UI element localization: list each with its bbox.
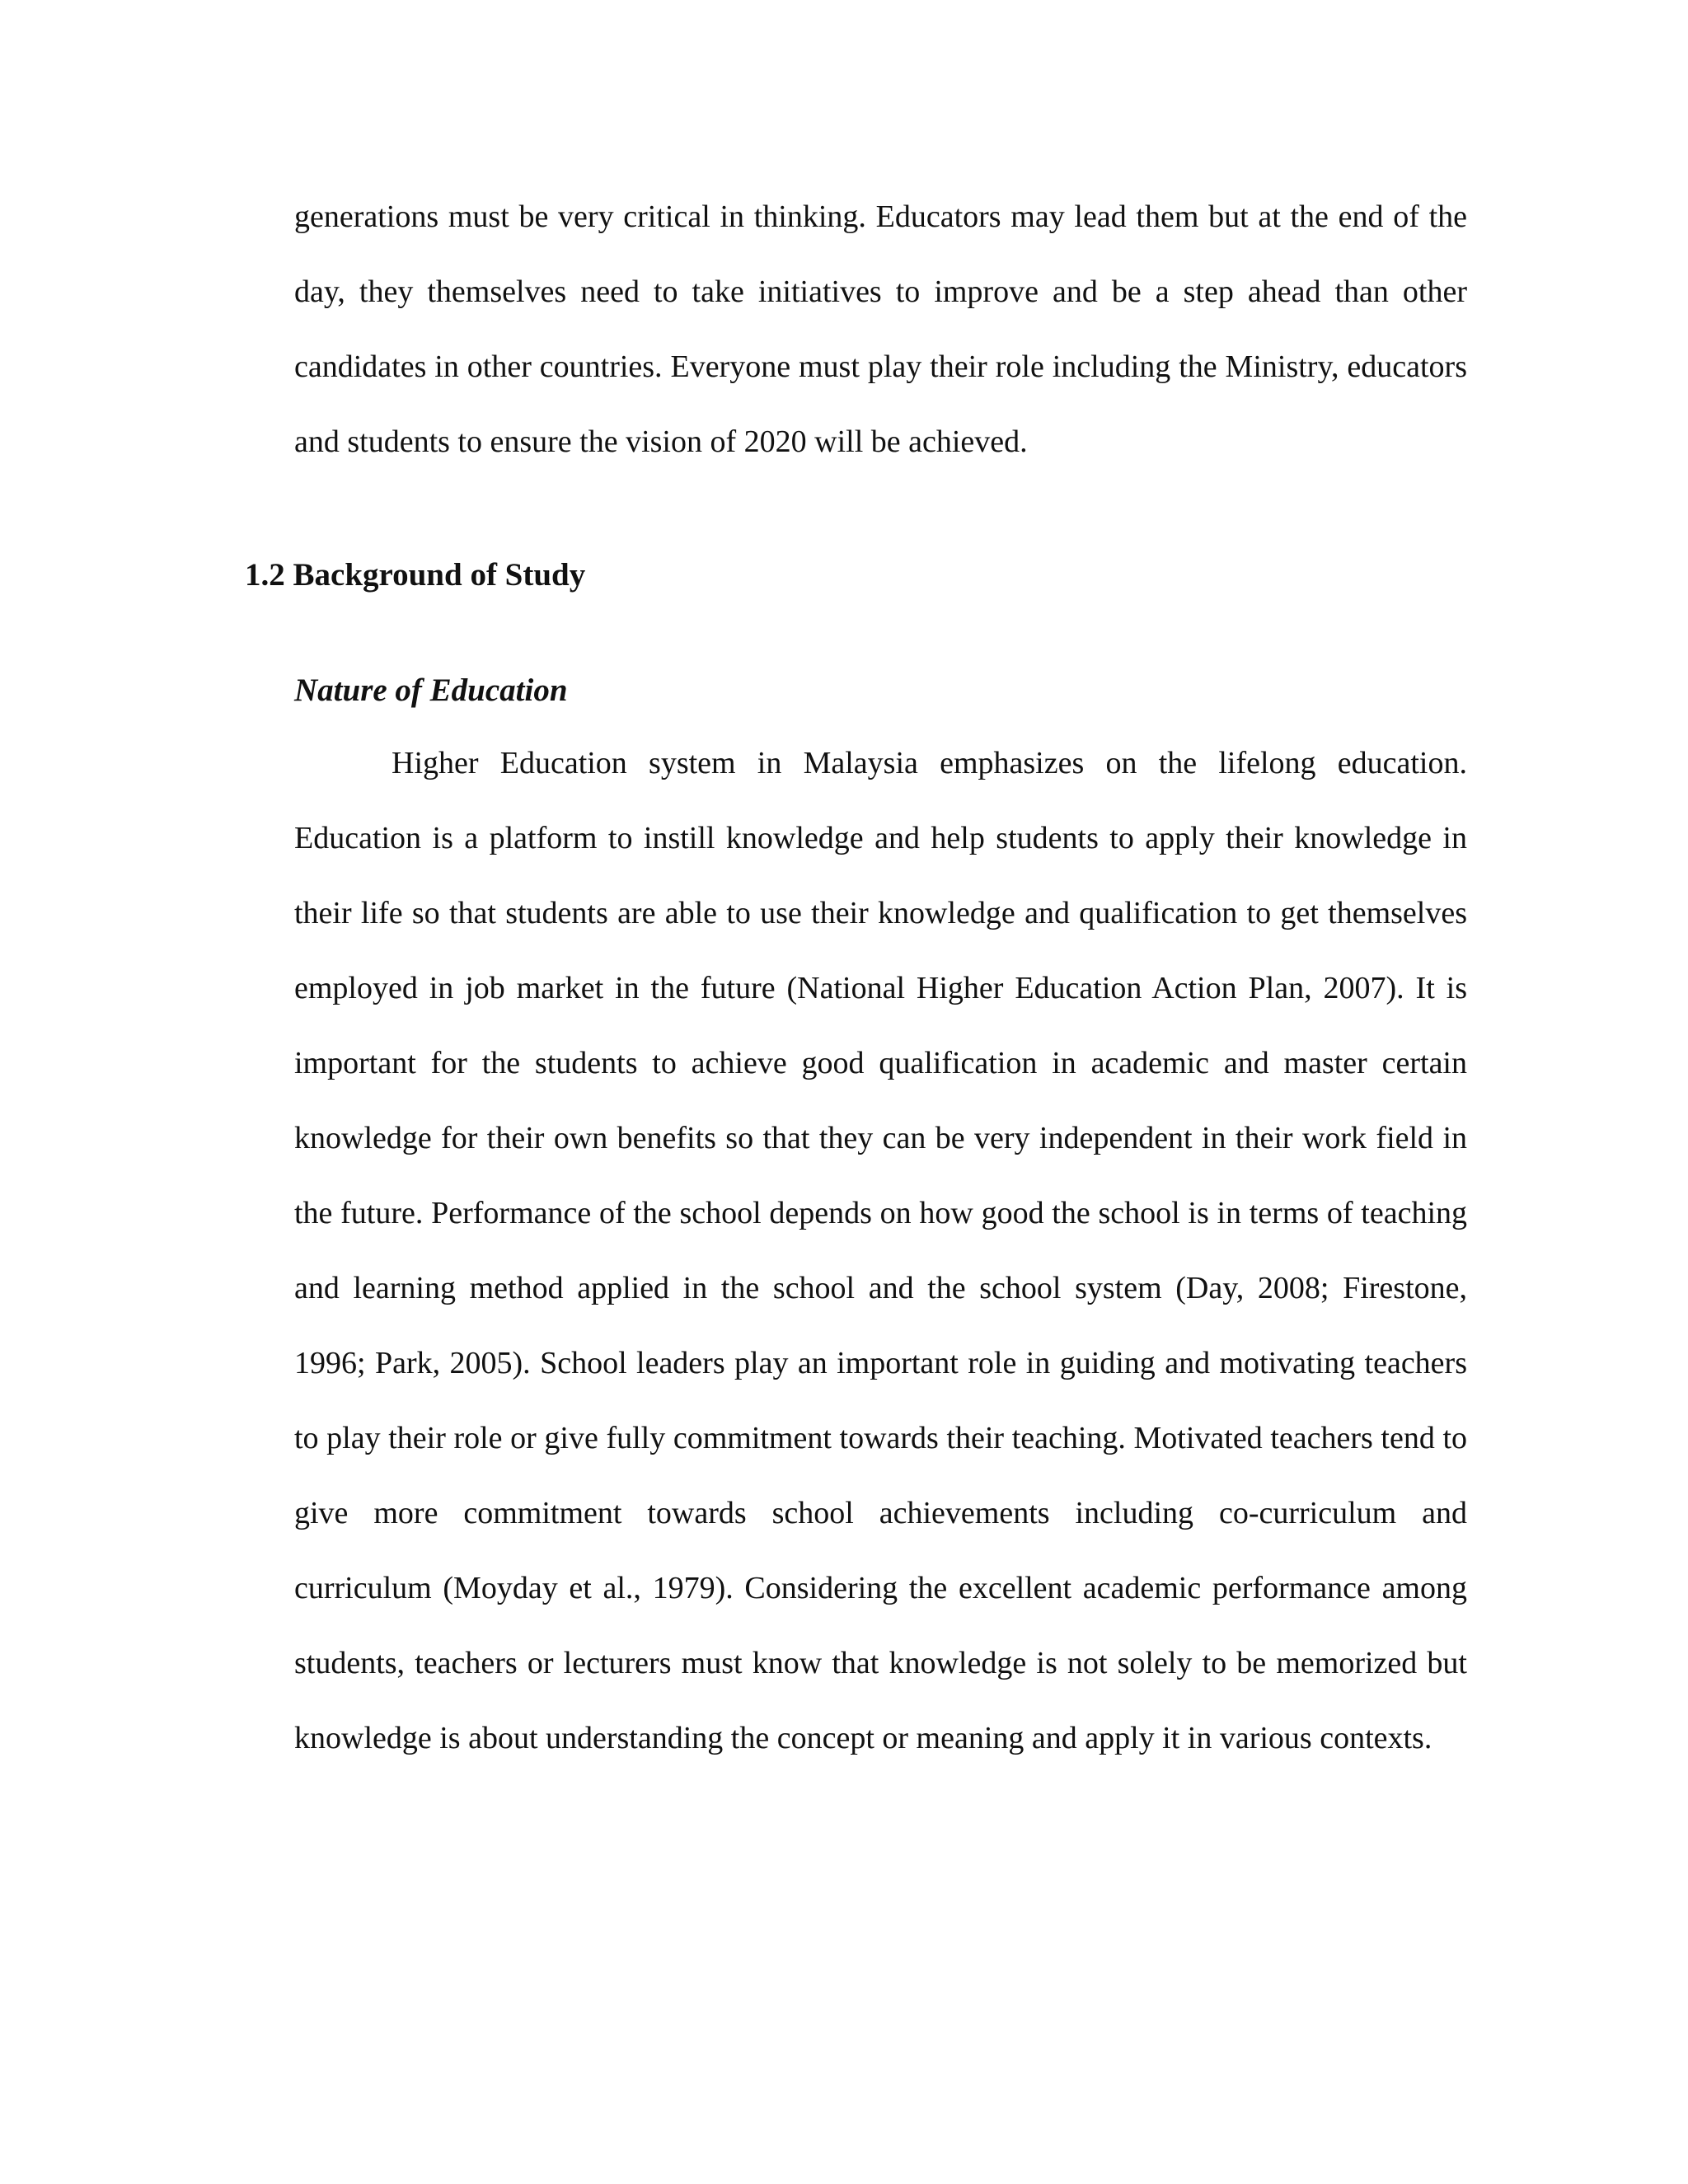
- paragraph-intro-continuation: generations must be very critical in thinking. Educators may lead them but at the end of the day, they themselves need to take initiatives to improve and be a step ahead than other candidates in other countries. Everyone must play their role including the Ministry, educators and students to ensure the vision of 2020 will be achieved.: [294, 199, 1467, 459]
- section-heading: 1.2 Background of Study: [245, 557, 586, 593]
- subsection-heading: Nature of Education: [294, 673, 568, 708]
- paragraph-nature-of-education: Higher Education system in Malaysia emphasizes on the lifelong education. Education is a platform to instill knowledge and help students to apply their knowledge in their life so that students are able to use their knowledge and qualification to get themselves employed in job market in the future (National Higher Education Action Plan, 2007). It is important for the students to achieve good qualification in academic and master certain knowledge for their own benefits so that they can be very independent in their work field in the future. Performance of the school depends on how good the school is in terms of teaching and learning method applied in the school and the school system (Day, 2008; Firestone, 1996; Park, 2005). School leaders play an important role in guiding and motivating teachers to play their role or give fully commitment towards their teaching. Motivated teachers tend to give more commitment towards school achievements including co-curriculum and curriculum (Moyday et al., 1979). Considering the excellent academic performance among students, teachers or lecturers must know that knowledge is not solely to be memorized but knowledge is about understanding the concept or meaning and apply it in various contexts.: [294, 746, 1467, 1755]
